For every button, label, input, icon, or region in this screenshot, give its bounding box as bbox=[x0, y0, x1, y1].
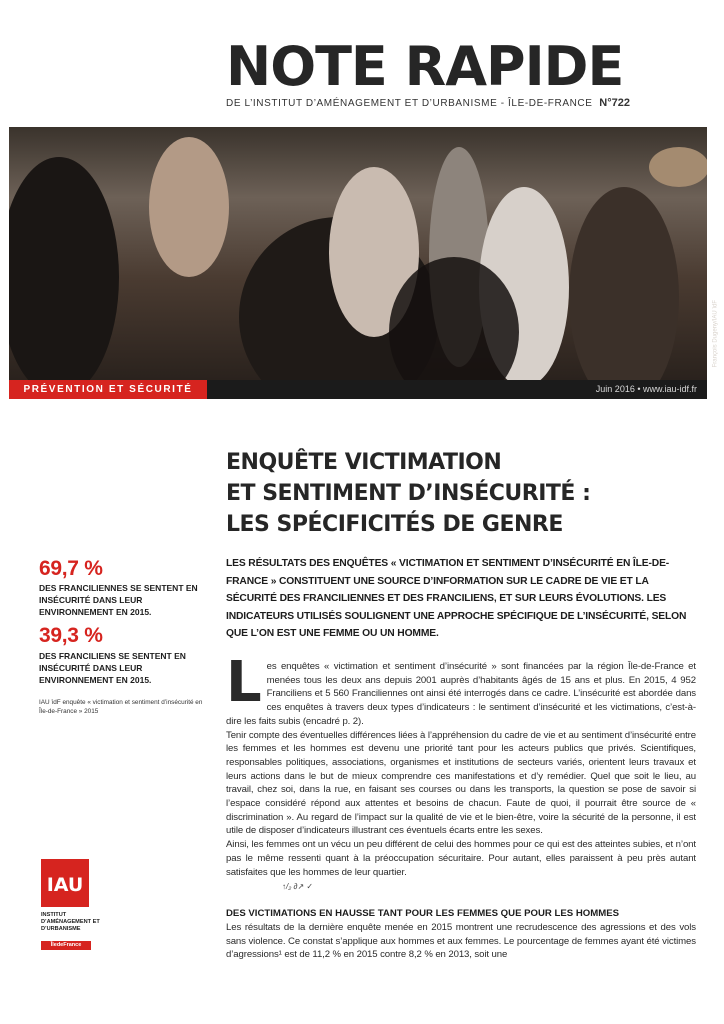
article-title-line: ET SENTIMENT D’INSÉCURITÉ : bbox=[226, 481, 591, 506]
stat-value: 39,3 % bbox=[39, 624, 103, 647]
photo-shape bbox=[649, 147, 707, 187]
stat-source: IAU îdF enquête « victimation et sentiment d’insécurité en Île-de-France » 2015 bbox=[39, 699, 203, 715]
cover-photo bbox=[9, 127, 707, 380]
photo-shape bbox=[569, 187, 679, 380]
paragraph: Les résultats de la dernière enquête menée en 2015 montrent une recrudescence des agressions et des vols sans violence. Ce constat s’applique aux hommes et aux femmes. Le pourcentage de femmes ayant été victimes d’agressions¹ est de 11,2 % en 2015 contre 8,2 % en 2013, soit une bbox=[226, 922, 696, 961]
photo-shape bbox=[9, 157, 119, 380]
region-logo: ÎledeFrance bbox=[41, 941, 91, 950]
publication-date: Juin 2016 • www.iau-idf.fr bbox=[595, 384, 697, 394]
article-title-line: ENQUÊTE VICTIMATION bbox=[226, 450, 502, 475]
paragraph: Tenir compte des éventuelles différences liées à l’appréhension du cadre de vie et au sentiment d’insécurité entre les femmes et les hommes est devenu une priorité tant pour les acteurs publics que privés. Scientifiques, responsables politiques, associations, organismes et institutions de secteurs variés, orientent leurs travaux et leurs actions dans le but de mieux comprendre ces manifestations et d’y remédier. Quel que soit le lieu, au travail, chez soi, dans la rue, en faisant ses courses ou dans les transports, la question se pose de savoir si l’espace considéré répond aux attentes et besoins de chacun. Faute de quoi, il pourrait être source de « discrimination ». Au regard de l’impact sur la qualité de vie et le bien-être, voire la sécurité de la personne, il est utile de disposer d’indicateurs illustrant ces éventuels écarts entre les sexes. bbox=[226, 729, 696, 837]
article-intro: LES RÉSULTATS DES ENQUÊTES « VICTIMATION ET SENTIMENT D’INSÉCURITÉ EN ÎLE-DE-FRANCE » CONSTITUENT UNE SOURCE D’INFORMATION SUR LE CADRE DE VIE ET LA SÉCURITÉ DES FRANCILIENNES ET DES FRANCILIENS, ET SUR LEURS ÉVOLUTIONS. LES INDICATEURS UTILISÉS SOULIGNENT UNE APPROCHE SPÉCIFIQUE DE L’INSÉCURITÉ, SELON QUE L’ON EST UNE FEMME OU UN HOMME. bbox=[226, 558, 687, 639]
dropcap: L bbox=[226, 650, 262, 715]
iau-logo: IAU bbox=[41, 859, 89, 907]
article-body bbox=[226, 650, 696, 879]
issue-number: N°722 bbox=[599, 97, 630, 109]
logo-text: INSTITUT D’AMÉNAGEMENT ET D’URBANISME bbox=[41, 912, 100, 932]
photo-credit: François Dugeny/IAU îdF bbox=[712, 300, 718, 368]
article-title bbox=[226, 447, 666, 540]
paragraph: Ainsi, les femmes ont un vécu un peu différent de celui des hommes pour ce qui est des atteintes subies, et n’ont pas le même ressenti quant à la préoccupation sécuritaire. Pour autant, elles paraissent à peu près autant satisfaites que les hommes de leur quartier. bbox=[226, 839, 696, 878]
stat-text: DES FRANCILIENNES SE SENTENT EN INSÉCURITÉ DANS LEUR ENVIRONNEMENT EN 2015. bbox=[39, 583, 198, 617]
article-title-line: LES SPÉCIFICITÉS DE GENRE bbox=[226, 512, 563, 537]
photo-shape bbox=[149, 137, 229, 277]
institute-name: DE L’INSTITUT D’AMÉNAGEMENT ET D’URBANISME - ÎLE-DE-FRANCE bbox=[226, 98, 593, 109]
stat-text: DES FRANCILIENS SE SENTENT EN INSÉCURITÉ DANS LEUR ENVIRONNEMENT EN 2015. bbox=[39, 651, 186, 685]
masthead-title: NOTE RAPIDE bbox=[226, 35, 624, 98]
stat-value: 69,7 % bbox=[39, 557, 103, 580]
section-bar bbox=[9, 380, 707, 399]
article-subheading: DES VICTIMATIONS EN HAUSSE TANT POUR LES FEMMES QUE POUR LES HOMMES bbox=[226, 908, 620, 919]
handwritten-mark: ↑/₂ ∂↗ ✓ bbox=[282, 882, 314, 891]
masthead-subtitle bbox=[226, 97, 671, 109]
section-label: PRÉVENTION ET SÉCURITÉ bbox=[9, 380, 207, 399]
paragraph: es enquêtes « victimation et sentiment d’insécurité » sont financées par la région Île-de-France et menées tous les deux ans depuis 2001 auprès d’habitants âgés de 15 ans et plus. En 2015, 4 952 Franciliens et 5 560 Franciliennes ont ainsi été interrogés dans ce cadre. L’insécurité est abordée dans ces enquêtes à travers deux types d’indicateurs : le sentiment d’insécurité et les victimations, c’est-à-dire les faits subis (encadré p. 2). bbox=[226, 661, 696, 727]
